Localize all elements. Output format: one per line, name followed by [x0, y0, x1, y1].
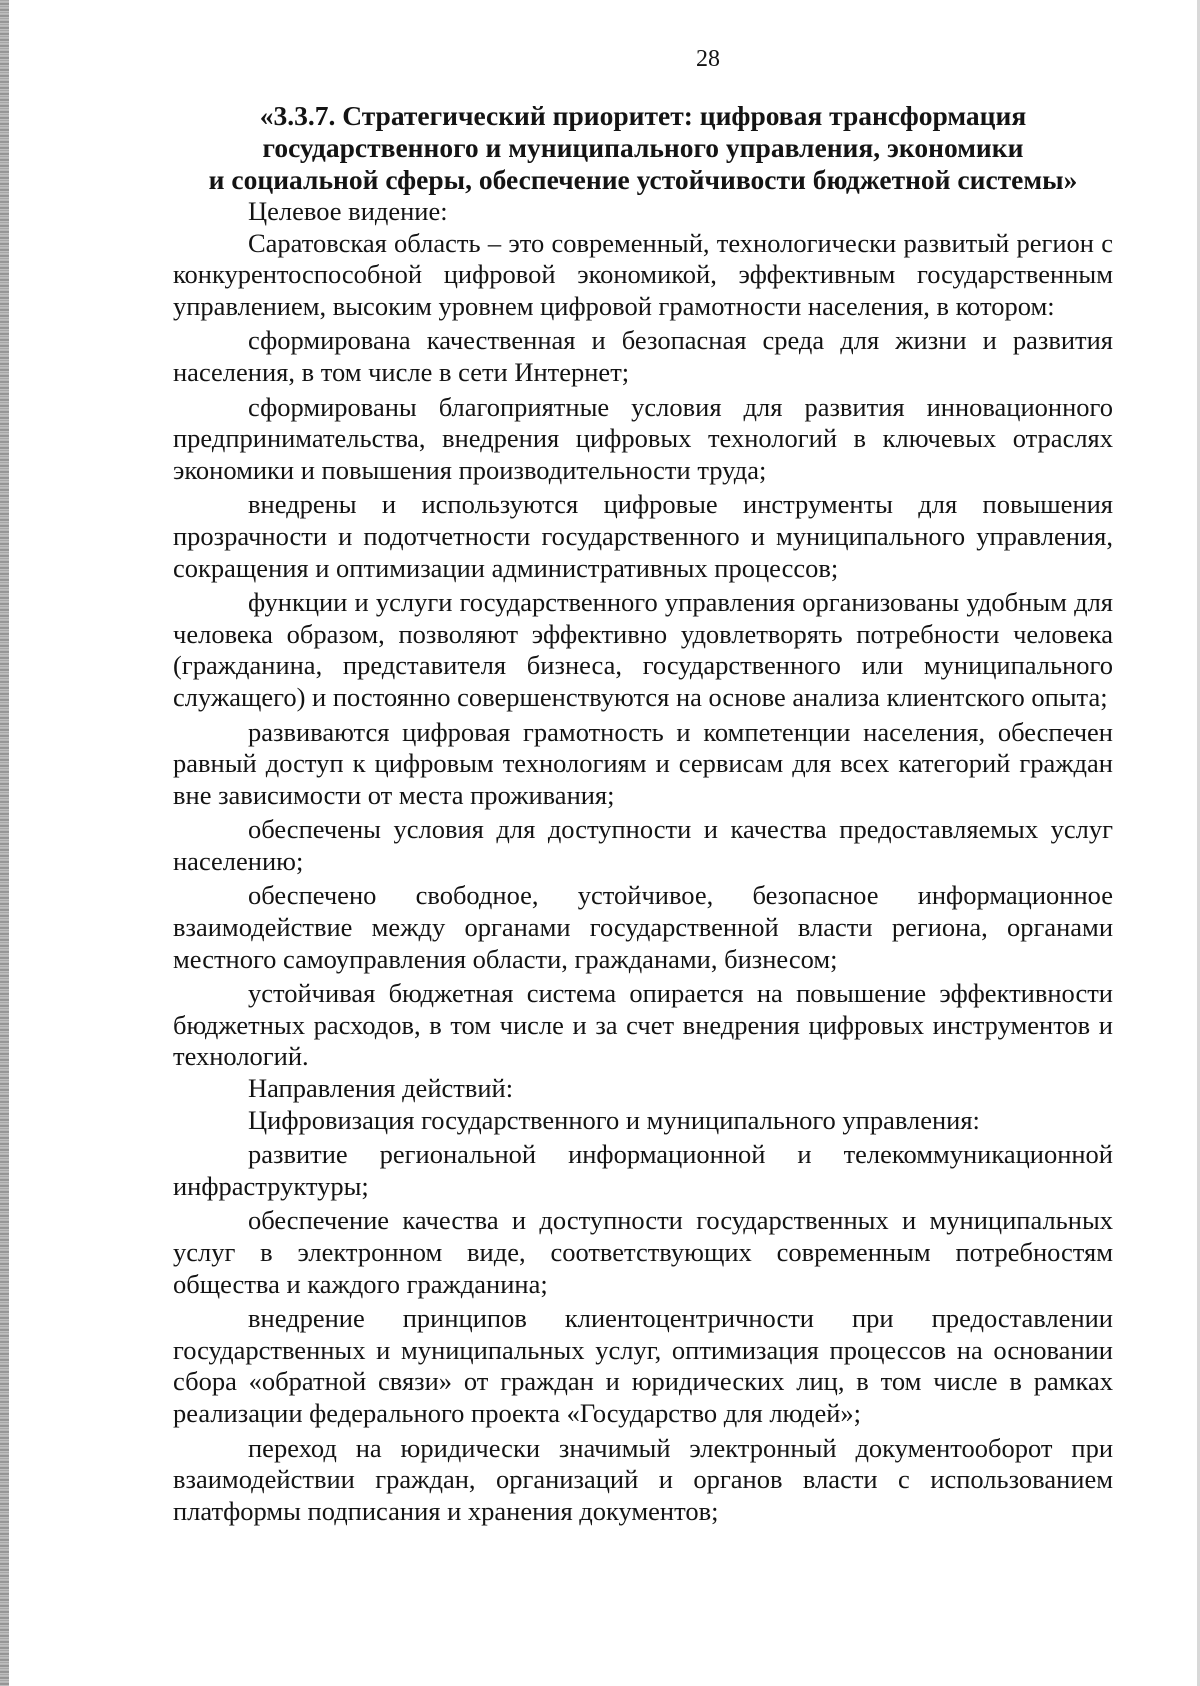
- scan-border-left: [0, 0, 9, 1686]
- action-item: развитие региональной информационной и телекоммуникационной инфраструктуры;: [173, 1139, 1113, 1201]
- section-title-line: «3.3.7. Стратегический приоритет: цифровая трансформация: [259, 100, 1027, 131]
- action-item: обеспечение качества и доступности государственных и муниципальных услуг в электронном виде, соответствующих современным потребностям общества и каждого гражданина;: [173, 1205, 1113, 1299]
- section-title-line: и социальной сферы, обеспечение устойчивости бюджетной системы»: [208, 164, 1078, 195]
- page-number: 28: [696, 46, 720, 72]
- action-item: внедрение принципов клиентоцентричности при предоставлении государственных и муниципальных услуг, оптимизация процессов на основании сбора «обратной связи» от граждан и юридических лиц, в том числе в рамках реализации федерального проекта «Государство для людей»;: [173, 1303, 1113, 1428]
- vision-intro: Саратовская область – это современный, технологически развитый регион с конкурентоспособной цифровой экономикой, эффективным государственным управлением, высоким уровнем цифровой грамотности населения, в котором:: [173, 227, 1113, 321]
- vision-label: Целевое видение:: [248, 196, 448, 226]
- vision-item: функции и услуги государственного управления организованы удобным для человека образом, позволяют эффективно удовлетворять потребности человека (гражданина, представителя бизнеса, государственного или муниципального служащего) и постоянно совершенствуются на основе анализа клиентского опыта;: [173, 587, 1113, 712]
- section-title: [173, 100, 1113, 196]
- actions-sublabel: Цифровизация государственного и муниципального управления:: [248, 1104, 980, 1135]
- vision-item: внедрены и используются цифровые инструменты для повышения прозрачности и подотчетности государственного и муниципального управления, сокращения и оптимизации административных процессов;: [173, 489, 1113, 583]
- vision-item: сформированы благоприятные условия для развития инновационного предпринимательства, внедрения цифровых технологий в ключевых отраслях экономики и повышения производительности труда;: [173, 391, 1113, 485]
- vision-item: устойчивая бюджетная система опирается на повышение эффективности бюджетных расходов, в том числе и за счет внедрения цифровых инструментов и технологий.: [173, 978, 1113, 1072]
- actions-label: Направления действий:: [248, 1073, 514, 1104]
- vision-item: сформирована качественная и безопасная среда для жизни и развития населения, в том числе в сети Интернет;: [173, 325, 1113, 387]
- document-page: [173, 40, 1113, 1527]
- vision-item: обеспечены условия для доступности и качества предоставляемых услуг населению;: [173, 814, 1113, 876]
- vision-item: развиваются цифровая грамотность и компетенции населения, обеспечен равный доступ к цифровым технологиям и сервисам для всех категорий граждан вне зависимости от места проживания;: [173, 716, 1113, 810]
- action-item: переход на юридически значимый электронный документооборот при взаимодействии граждан, организаций и органов власти с использованием платформы подписания и хранения документов;: [173, 1432, 1113, 1526]
- section-title-line: государственного и муниципального управления, экономики: [262, 132, 1024, 163]
- vision-item: обеспечено свободное, устойчивое, безопасное информационное взаимодействие между органами государственной власти региона, органами местного самоуправления области, гражданами, бизнесом;: [173, 880, 1113, 974]
